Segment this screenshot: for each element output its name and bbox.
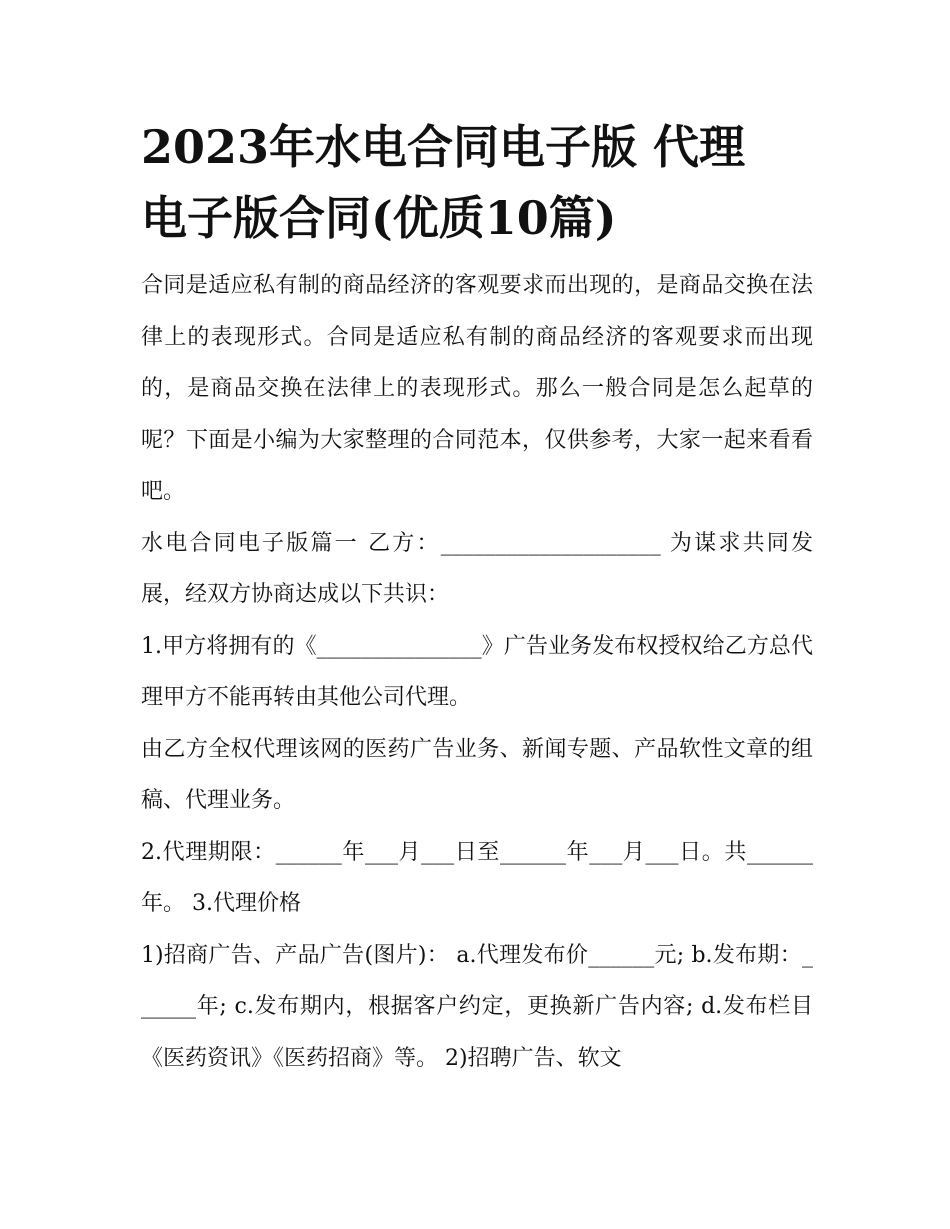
document-title <box>141 112 813 254</box>
document-page <box>141 112 813 1084</box>
clause-2-paragraph: 2.代理期限：______年___月___日至______年___月___日。共______年。 3.代理价格 <box>141 839 813 916</box>
title-line-2: 电子版合同(优质10篇) <box>141 191 617 245</box>
section-one-paragraph: 水电合同电子版篇一 乙方：____________________ 为谋求共同发展，经双方协商达成以下共识： <box>141 530 813 607</box>
pricing-paragraph: 1)招商广告、产品广告(图片)： a.代理发布价______元; b.发布期：______年; c.发布期内，根据客户约定，更换新广告内容; d.发布栏目《医药资讯》《医药招商》等。 2)招聘广告、软文 <box>141 942 813 1071</box>
intro-paragraph: 合同是适应私有制的商品经济的客观要求而出现的，是商品交换在法律上的表现形式。合同是适应私有制的商品经济的客观要求而出现的，是商品交换在法律上的表现形式。那么一般合同是怎么起草的呢？下面是小编为大家整理的合同范本，仅供参考，大家一起来看看吧。 <box>141 273 813 504</box>
agency-scope-paragraph: 由乙方全权代理该网的医药广告业务、新闻专题、产品软性文章的组稿、代理业务。 <box>141 736 813 813</box>
clause-1-paragraph: 1.甲方将拥有的《_______________》广告业务发布权授权给乙方总代理甲方不能再转由其他公司代理。 <box>141 633 813 710</box>
title-line-1: 2023年水电合同电子版 代理 <box>141 120 746 174</box>
